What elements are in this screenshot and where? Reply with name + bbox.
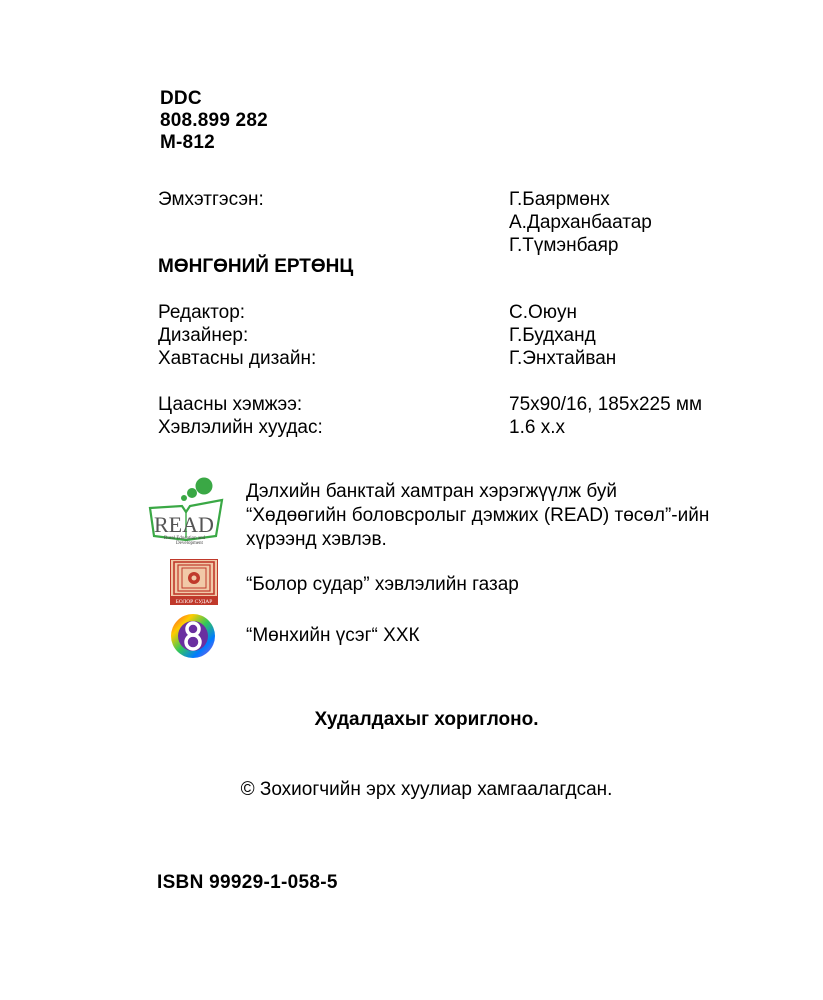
compiler-name: Г.Түмэнбаяр bbox=[509, 235, 619, 256]
printed-sheets-value: 1.6 х.х bbox=[509, 417, 565, 438]
publisher-name: “Болор судар” хэвлэлийн газар bbox=[246, 574, 519, 595]
ddc-cutter: M-812 bbox=[160, 132, 215, 153]
printed-sheets-label: Хэвлэлийн хуудас: bbox=[158, 417, 323, 438]
bolor-logo-text: БОЛОР СУДАР bbox=[175, 599, 213, 605]
read-logo-subtitle: Rural Education and bbox=[164, 536, 206, 541]
printer-name: “Мөнхийн үсэг“ ХХК bbox=[246, 625, 420, 646]
ddc-label: DDC bbox=[160, 88, 202, 109]
ddc-number: 808.899 282 bbox=[160, 110, 268, 131]
paper-size-value: 75x90/16, 185x225 мм bbox=[509, 394, 703, 415]
compiler-name: Г.Баярмөнх bbox=[509, 189, 610, 210]
paper-size-label: Цаасны хэмжээ: bbox=[158, 394, 303, 415]
cover-designer-label: Хавтасны дизайн: bbox=[158, 348, 317, 369]
read-note-line: “Хөдөөгийн боловсролыг дэмжих (READ) төсөл”-ийн bbox=[246, 505, 710, 526]
bolor-sudar-logo-icon bbox=[170, 559, 218, 605]
read-note-line: Дэлхийн банктай хамтран хэрэгжүүлж буй bbox=[246, 481, 617, 502]
designer-label: Дизайнер: bbox=[158, 325, 249, 346]
read-logo-name: READ bbox=[154, 512, 214, 537]
designer-name: Г.Будханд bbox=[509, 325, 596, 346]
compiler-name: А.Дарханбаатар bbox=[509, 212, 652, 233]
cover-designer-name: Г.Энхтайван bbox=[509, 348, 617, 369]
isbn: ISBN 99929-1-058-5 bbox=[157, 872, 338, 893]
copyright-notice: © Зохиогчийн эрх хуулиар хамгаалагдсан. bbox=[240, 779, 613, 800]
book-title: МӨНГӨНИЙ ЕРТӨНЦ bbox=[158, 256, 354, 277]
munkhiin-useg-logo-icon bbox=[169, 612, 217, 660]
compiled-label: Эмхэтгэсэн: bbox=[158, 189, 264, 210]
editor-label: Редактор: bbox=[158, 302, 246, 323]
read-logo-subtitle: Development bbox=[176, 541, 203, 546]
read-note-line: хүрээнд хэвлэв. bbox=[246, 529, 387, 550]
not-for-sale-notice: Худалдахыг хориглоно. bbox=[314, 709, 539, 730]
read-logo-icon bbox=[146, 476, 234, 546]
editor-name: С.Оюун bbox=[509, 302, 578, 323]
ddc-classification bbox=[160, 88, 268, 154]
